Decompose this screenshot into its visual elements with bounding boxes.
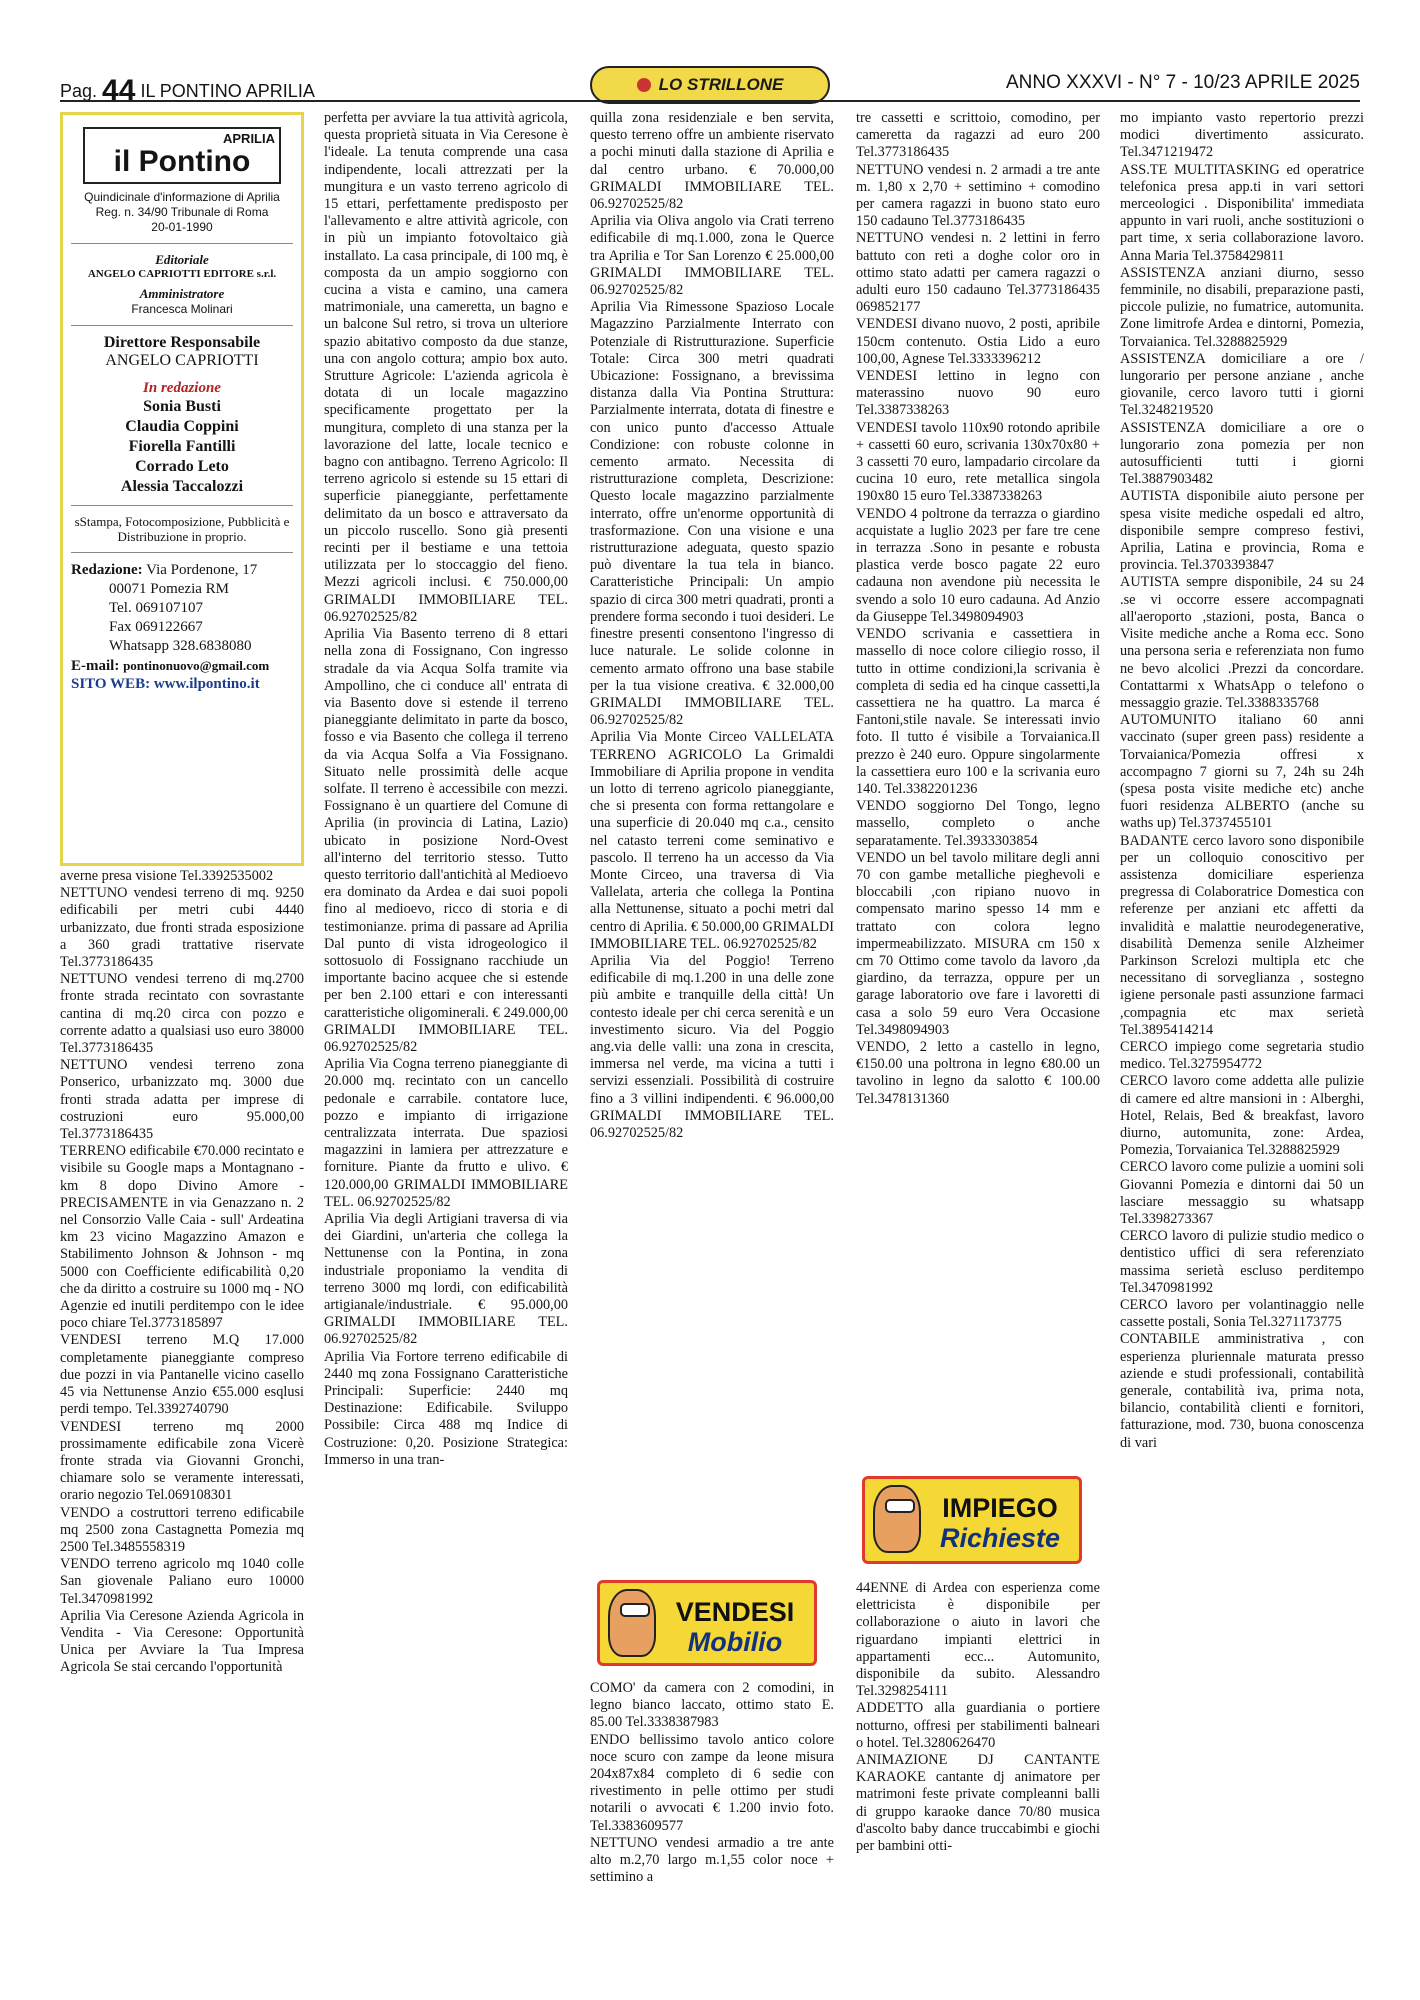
staff-member: Fiorella Fantilli <box>128 438 236 455</box>
editoriale-label: Editoriale <box>155 252 209 267</box>
column-4 <box>856 110 1100 1108</box>
classified-ad: ANIMAZIONE DJ CANTANTE KARAOKE cantante dj animatore per matrimoni feste private compleanni balli di gruppo karaoke dance 70/80 musica d'ascolto baby dance truccabimbi e giochi per bambini otti- <box>856 1752 1100 1855</box>
whatsapp: Whatsapp 328.6838080 <box>109 638 252 654</box>
classified-ad: ASS.TE MULTITASKING ed operatrice telefonica presa app.ti in vari settori merceologici . Disponibilita' immediata appunto in vari ruoli, anche sostituzioni o part time, x seria collaborazione lavoro. Anna Maria Tel.3758429811 <box>1120 161 1364 264</box>
classified-ad: ASSISTENZA anziani diurno, sesso femminile, no disabili, preparazione pasti, piccole pulizie, no fumatrice, automunita. Zone limitrofe Ardea e dintorni, Pomezia, Torvaianica. Tel.3288825929 <box>1120 264 1364 350</box>
masthead-city: APRILIA <box>223 131 275 146</box>
classified-ad: CERCO lavoro come addetta alle pulizie di camere ed altre mansioni in : Alberghi, Hotel, Relais, Bed & breakfast, lavoro diurno, automunita, zone: Ardea, Pomezia, Torvaianica Tel.3288825929 <box>1120 1073 1364 1159</box>
email-line <box>71 656 293 676</box>
classified-ad: VENDO, 2 letto a castello in legno,€150.00 una poltrona in legno €80.00 un tavolino in legno da salotto € 100.00 Tel.3478131360 <box>856 1038 1100 1107</box>
logo-text: LO STRILLONE <box>658 75 784 94</box>
divider <box>71 505 293 506</box>
classified-ad: averne presa visione Tel.3392535002 <box>60 868 274 884</box>
city-line: 00071 Pomezia RM <box>109 581 229 597</box>
amministratore: Francesca Molinari <box>131 302 233 316</box>
classified-ad: AUTOMUNITO italiano 60 anni vaccinato (super green pass) residente a Torvaianica/Pomezia offresi x accompagno 7 giorni su 7, 24h su 24h (spesa posta visite mediche etc) anche fuori residenza ALBERTO (anche su waths up) Tel.3737455101 <box>1120 712 1364 832</box>
classified-ad: TERRENO edificabile €70.000 recintato e visibile su Google maps a Montagnano - km 8 dopo Divino Amore - PRECISAMENTE in via Genazzano n. 2 nel Consorzio Valle Caia - sull' Ardeatina km 23 vicino Magazzino Amazon e Stabilimento Johnson & Johnson - mq 5000 con Coefficiente edificabilità 0,20 che da diritto a costruire su 1000 mq - NO Agenzie ed inutili perditempo con le idee poco chiare Tel.3773185897 <box>60 1143 304 1332</box>
classified-ad: CERCO lavoro come pulizie a uomini soli Giovanni Pomezia e dintorni dai 50 un lasciare messaggio su whatsapp Tel.3398273367 <box>1120 1159 1364 1227</box>
classified-ad: NETTUNO vendesi terreno di mq. 9250 edificabili per metri cubi 4440 urbanizzato, due fronti strada esposizione a 360 gradi trattative riservate Tel.3773186435 <box>60 885 304 971</box>
column-2 <box>324 110 568 1469</box>
classified-ad: VENDO 4 poltrone da terrazza o giardino acquistate a luglio 2023 per fare tre cene in terrazza .Sono in pesante e robusta plastica verde bosco pagate 22 euro cadauna non avendone più necessita le svendo a solo 10 euro cadauna. Ad Anzio da Giuseppe Tel.3498094903 <box>856 505 1100 625</box>
classified-ad: NETTUNO vendesi n. 2 lettini in ferro battuto con reti a doghe color oro in ottimo stato adatti per camera ragazzi o adulti euro 150 cadauno Tel.3773186435 069852177 <box>856 230 1100 316</box>
direttore-label: Direttore Responsabile <box>103 334 261 351</box>
classified-ad: AUTISTA sempre disponibile, 24 su 24 .se vi occorre essere accompagnati all'aeroporto ,stazioni, posta, Banca o Visite mediche anche a Roma ecc. Sono una persona seria e referenziata non fumo ne bevo alcolici .Prezzi da concordare. Contattarmi x WhatsApp o telefono o messaggio grazie. Tel.3388335768 <box>1120 574 1364 711</box>
classified-ad: perfetta per avviare la tua attività agricola, questa proprietà situata in Via Ceresone è l'ideale. La tenuta comprende una casa indipendente, locali attrezzati per la mungitura e un vasto terreno agricolo di 15 ettari, perfettamente predisposto per l'allevamento e altre attività agricole, con in più un impianto fotovoltaico già installato. La casa principale, di 100 mq, è composta da un ampio soggiorno con cucina a vista e camino, una camera matrimoniale, una cameretta, un bagno e un balcone Sul retro, si trova un ulteriore spazio abitativo composto da due stanze, una con angolo cottura; ampio box auto. Strutture Agricole: L'azienda agricola è dotata di un locale magazzino specificamente progettato per la mungitura, completo di una stanza per la lavorazione del latte, locale tecnico e bagno con antibagno. Terreno Agricolo: Il terreno agricolo si estende su 15 ettari di superficie pianeggiante, perfettamente delimitato da un bosco e attraversato da un piccolo ruscello. Sono già presenti recinti per il bestiame e una tettoia utilizzata per lo stoccaggio del fieno. Mezzi agricoli inclusi. € 750.000,00 GRIMALDI IMMOBILIARE TEL. 06.92702525/82 <box>324 110 568 625</box>
classified-ad: Aprilia Via degli Artigiani traversa di via dei Giardini, un'arteria che collega la Nettunense con la Pontina, in zona industriale proponiamo la vendita di terreno 3000 mq lordi, con edificabilità artigianale/industriale. € 95.000,00 GRIMALDI IMMOBILIARE TEL. 06.92702525/82 <box>324 1211 568 1348</box>
classified-ad: mo impianto vasto repertorio prezzi modici divertimento assicurato. Tel.3471219472 <box>1120 110 1364 161</box>
amministratore-label: Amministratore <box>139 286 225 301</box>
staff-member: Alessia Taccalozzi <box>120 478 244 495</box>
masthead-brand <box>83 127 281 184</box>
impiego-richieste-banner <box>862 1476 1082 1564</box>
classified-ad: CERCO impiego come segretaria studio medico. Tel.3275954772 <box>1120 1038 1364 1073</box>
mascot-icon <box>608 1589 656 1657</box>
redazione-label: In redazione <box>143 380 221 396</box>
banner-subtitle: Mobilio <box>687 1627 783 1657</box>
masthead-name: il Pontino <box>113 145 251 178</box>
email-label: E-mail: <box>71 658 120 674</box>
header-rule <box>60 100 1360 102</box>
banner-title: VENDESI <box>675 1597 795 1627</box>
classified-ad: Aprilia Via Rimessone Spazioso Locale Magazzino Parzialmente Interrato con Potenziale di Ristrutturazione. Superficie Totale: Circa 300 metri quadrati Ubicazione: Fossignano, a brevissima distanza dalla Via Pontina Struttura: Parzialmente interrata, dotata di finestre e con unico punto d'accesso Attuale Condizione: con robuste colonne in cemento armato. Necessita di ristrutturazione completa, Descrizione: Questo locale magazzino parzialmente interrato, offre un'enorme opportunità di trasformazione. Con una visione e una ristrutturazione adeguata, questo spazio può diventare la tua tela in bianco. Caratteristiche Principali: Un ampio spazio di circa 300 metri quadrati, pronti a prendere forma secondo i tuoi desideri. Le finestre presenti consentono l'ingresso di luce naturale. Le solide colonne in cemento armato offrono una base stabile per la tua visione creativa. € 32.000,00 GRIMALDI IMMOBILIARE TEL. 06.92702525/82 <box>590 299 834 729</box>
classified-ad: NETTUNO vendesi n. 2 armadi a tre ante m. 1,80 x 2,70 + settimino + comodino per camera ragazzi in buono stato euro 150 cadauno Tel.3773186435 <box>856 161 1100 230</box>
classified-ad: 44ENNE di Ardea con esperienza come elettricista è disponibile per collaborazione o aiuto in lavori che riguardano impianti elettrici in appartamenti ecc... Automunito, disponibile da subito. Alessandro Tel.3298254111 <box>856 1580 1100 1700</box>
column-4b <box>856 1580 1100 1855</box>
staff-member: Sonia Busti <box>143 398 221 415</box>
registration: Reg. n. 34/90 Tribunale di Roma <box>95 205 269 219</box>
web-line <box>71 676 293 693</box>
vendesi-mobilio-banner <box>597 1580 817 1666</box>
classified-ad: NETTUNO vendesi terreno zona Ponserico, urbanizzato mq. 3000 due fronti strada adatta per imprese di costruzioni euro 95.000,00 Tel.3773186435 <box>60 1057 304 1143</box>
editoriale: ANGELO CAPRIOTTI EDITORE s.r.l. <box>87 268 277 280</box>
column-5 <box>1120 110 1364 1452</box>
classified-ad: CONTABILE amministrativa , con esperienza pluriennale maturata presso aziende e studi professionali, contabilità generale, contabilità iva, prima nota, bilancio, contabilità clienti e fornitori, fatturazione, mod. 730, buona conoscenza di vari <box>1120 1331 1364 1451</box>
classified-ad: Aprilia Via Cogna terreno pianeggiante di 20.000 mq. recintato con un cancello pedonale e carrabile. contatore luce, pozzo e impianto di irrigazione centralizzata interrata. Due spaziosi magazzini in lamiera per attrezzature e forniture. Piante da frutto e ulivo. € 120.000,00 GRIMALDI IMMOBILIARE TEL. 06.92702525/82 <box>324 1056 568 1210</box>
classified-ad: Aprilia Via Ceresone Azienda Agricola in Vendita - Via Ceresone: Opportunità Unica per Avviare la Tua Impresa Agricola Se stai cercando l'opportunità <box>60 1607 304 1676</box>
tagline: Quindicinale d'informazione di Aprilia <box>84 190 280 204</box>
classified-ad: ASSISTENZA domiciliare a ore o lungorario zona pomezia per non autosufficienti tutti i giorni Tel.3887903482 <box>1120 419 1364 488</box>
page-header <box>60 66 1360 107</box>
issue-info: ANNO XXXVI - N° 7 - 10/23 APRILE 2025 <box>1006 72 1360 93</box>
mascot-icon <box>637 78 651 92</box>
classified-ad: NETTUNO vendesi armadio a tre ante alto m.2,70 largo m.1,55 color noce + settimino a <box>590 1834 834 1886</box>
staff-list <box>71 397 293 497</box>
phone: Tel. 069107107 <box>109 600 203 616</box>
classified-ad: VENDESI terreno M.Q 17.000 completamente pianeggiante compreso due pozzi in via Pantanelle vicino casello 45 via Nettunense Anzio €55.000 esqlusi perdi tempo. Tel.3392740790 <box>60 1332 304 1418</box>
classified-ad: NETTUNO vendesi terreno di mq.2700 fronte strada recintato con sovrastante cantina di mq.20 circa con pozzo e corrente adatto a qualsiasi uso euro 38000 Tel.3773186435 <box>60 971 304 1057</box>
address: Via Pordenone, 17 <box>146 562 258 578</box>
classified-ad: VENDO un bel tavolo militare degli anni 70 con gambe metalliche pieghevoli e bloccabili ,con ripiano nuovo in compensato marino spesso 14 mm e trattato con colora legno impermeabilizzato. MISURA cm 150 x cm 70 Ottimo come tavolo da lavoro ,da giardino, da terrazza, oppure per un garage laboratorio ove fare i lavoretti di casa a solo 59 euro Vera Occasione Tel.3498094903 <box>856 849 1100 1038</box>
classified-ad: Aprilia Via Fortore terreno edificabile di 2440 mq zona Fossignano Caratteristiche Principali: Superficie: 2440 mq Destinazione: Edificabile. Sviluppo Possibile: Circa 488 mq Indice di Costruzione: 0,20. Posizione Strategica: Immerso in una tran- <box>324 1348 568 1468</box>
services: sStampa, Fotocomposizione, Pubblicità e Distribuzione in proprio. <box>74 514 290 544</box>
classified-ad: ENDO bellissimo tavolo antico colore noce scuro con zampe da leone misura 204x87x84 completo di 6 sedie con rivestimento in pelle ottimo per studi notarili o avvocati € 1.200 invio foto. Tel.3383609577 <box>590 1731 834 1834</box>
website-link[interactable]: www.ilpontino.it <box>153 676 260 692</box>
classified-ad: COMO' da camera con 2 comodini, in legno bianco laccato, ottimo stato E. 85.00 Tel.3338387983 <box>590 1680 834 1731</box>
web-label: SITO WEB: <box>71 676 151 692</box>
divider <box>71 325 293 326</box>
column-3b <box>590 1680 834 1886</box>
staff-member: Claudia Coppini <box>125 418 239 435</box>
banner-subtitle: Richieste <box>939 1523 1061 1553</box>
classified-ad: VENDESI terreno mq 2000 prossimamente edificabile zona Vicerè fronte strada via Giovanni Gronchi, chiamare solo se veramente interessati, orario negozio Tel.069108301 <box>60 1418 304 1504</box>
classified-ad: Aprilia Via Basento terreno di 8 ettari nella zona di Fossignano, Con ingresso stradale da via Acqua Solfa tramite via Ampollino, che ci conduce all' entrata di via Basento dove si estende il terreno pianeggiante delimitato in parte da bosco, fosso e via Basento che collega il terreno da via Acqua Solfa a Via Fossignano. Situato nelle prossimità delle acque solfate. Il terreno è accessibile con mezzi. Fossignano è un quartiere del Comune di Aprilia (in provincia di Latina, Lazio) ubicato in posizione Nord-Ovest all'interno del territorio stesso. Tutto questo territorio dall'antichità al Medioevo era dominato da Ardea e dai suoi popoli fino al medioevo, ricco di storia e di testimonianze. prima di passare ad Aprilia Dal punto di vista idrogeologico il sottosuolo di Fossignano racchiude un importante bacino acquee che si estende per ben 2.100 ettari e con interessanti caratteristiche oligominerali. € 249.000,00 GRIMALDI IMMOBILIARE TEL. 06.92702525/82 <box>324 626 568 1055</box>
classified-ad: ASSISTENZA domiciliare a ore / lungorario per persone anziane , anche giovanile, cerco lavoro tutti i giorni Tel.3248219520 <box>1120 350 1364 419</box>
fax: Fax 069122667 <box>109 619 203 635</box>
classified-ad: AUTISTA disponibile aiuto persone per spesa visite mediche ospedali ed altro, disponibile sempre compreso festivi, Aprilia, Latina e provincia, Roma e provincia. Tel.3703393847 <box>1120 488 1364 574</box>
contact-block <box>71 561 293 656</box>
column-3 <box>590 110 834 1142</box>
classified-ad: VENDO scrivania e cassettiera in massello di noce colore ciliegio rosso, il tutto in ottime condizioni,la scrivania è completa di sedia ed ha cinque cassetti,la cassettiera ne ha quattro. La marca é Fantoni,stile navale. Se interessati invio foto. Il tutto é visibile a Torvaianica.Il prezzo è 240 euro. Oppure singolarmente la cassettiera euro 100 e la scrivania euro 140. Tel.3382201236 <box>856 626 1100 797</box>
divider <box>71 243 293 244</box>
classified-ad: VENDO terreno agricolo mq 1040 colle San giovenale Paliano euro 10000 Tel.3470981992 <box>60 1556 304 1607</box>
mascot-icon <box>873 1485 921 1553</box>
classified-ad: VENDESI tavolo 110x90 rotondo apribile + cassetti 60 euro, scrivania 130x70x80 + 3 cassetti 70 euro, lampadario circolare da cucina 10 euro, rete metallica singola 190x80 15 euro Tel.3387338263 <box>856 419 1100 505</box>
classified-ad: ADDETTO alla guardiania o portiere notturno, offresi per stabilimenti balneari o hotel. Tel.3280626470 <box>856 1700 1100 1751</box>
redazione-addr-label: Redazione: <box>71 562 143 578</box>
classified-ad: BADANTE cerco lavoro sono disponibile per un colloquio conoscitivo per assistenza domiciliare esperienza pregressa di Colaboratrice Domestica con referenze per anziani etc affetti da invalidità e malattie neurodegenerative, disabilità Demenza senile Alzheimer Parkinson Screlozi multipla etc che necessitano di sorveglianza , sostegno igiene personale pasti assunzione farmaci ,compagnia etc max serietà Tel.3895414214 <box>1120 832 1364 1038</box>
classified-ad: VENDESI divano nuovo, 2 posti, apribile 150cm contenuto. Ostia Lido a euro 100,00, Agnese Tel.3333396212 <box>856 316 1100 367</box>
classified-ad: VENDESI lettino in legno con materassino nuovo 90 euro Tel.3387338263 <box>856 368 1100 419</box>
staff-member: Corrado Leto <box>135 458 229 475</box>
strillone-logo <box>590 66 830 104</box>
divider <box>71 552 293 553</box>
column-1 <box>60 868 304 1677</box>
classified-ad: CERCO lavoro di pulizie studio medico o dentistico uffici di sera referenziato massima serietà escluso perditempo Tel.3470981992 <box>1120 1228 1364 1296</box>
classified-ad: VENDO a costruttori terreno edificabile mq 2500 zona Castagnetta Pomezia mq 2500 Tel.3485558319 <box>60 1504 304 1555</box>
classified-ad: Aprilia Via del Poggio! Terreno edificabile di mq.1.200 in una delle zone più ambite e tranquille della città! Un contesto ideale per chi cerca serenità e un investimento sicuro. Via del Poggio ang.via delle valli: una zona in crescita, immersa nel verde, ma vicina a tutti i servizi essenziali. Possibilità di costruire fino a 3 villini indipendenti. € 96.000,00 GRIMALDI IMMOBILIARE TEL. 06.92702525/82 <box>590 952 834 1141</box>
email[interactable]: pontinonuovo@gmail.com <box>123 658 270 673</box>
pag-label: Pag. <box>60 81 98 101</box>
classified-ad: Aprilia via Oliva angolo via Crati terreno edificabile di mq.1.000, zona le Querce tra Aprilia e Tor San Lorenzo € 25.000,00 GRIMALDI IMMOBILIARE TEL. 06.92702525/82 <box>590 213 834 299</box>
classified-ad: CERCO lavoro per volantinaggio nelle cassette postali, Sonia Tel.3271173775 <box>1120 1297 1364 1331</box>
classified-ad: VENDO soggiorno Del Tongo, legno massello, completo o anche separatamente. Tel.3933303854 <box>856 798 1100 849</box>
page-number-value: 44 <box>102 74 136 107</box>
banner-title: IMPIEGO <box>942 1493 1058 1523</box>
section-title: IL PONTINO APRILIA <box>140 81 315 101</box>
classified-ad: tre cassetti e scrittoio, comodino, per cameretta da ragazzi ad euro 200 Tel.3773186435 <box>856 110 1100 161</box>
registration-date: 20-01-1990 <box>151 220 213 234</box>
masthead-box <box>60 112 304 866</box>
classified-ad: quilla zona residenziale e ben servita, questo terreno offre un ambiente riservato a pochi minuti dalla stazione di Aprilia e dal centro urbano. € 70.000,00 GRIMALDI IMMOBILIARE TEL. 06.92702525/82 <box>590 110 834 213</box>
direttore: ANGELO CAPRIOTTI <box>105 352 259 369</box>
classified-ad: Aprilia Via Monte Circeo VALLELATA TERRENO AGRICOLO La Grimaldi Immobiliare di Aprilia propone in vendita un lotto di terreno agricolo pianeggiante, che si presenta con forma rettangolare e una superficie di 20.040 mq c.a., censito nel catasto terreni come seminativo e pascolo. Il terreno ha un accesso da Via Monte Circeo, una traversa di Via Vallelata, arteria che collega la Pontina alla Nettunense, situato a pochi metri dal centro di Aprilia. € 50.000,00 GRIMALDI IMMOBILIARE TEL. 06.92702525/82 <box>590 729 834 952</box>
